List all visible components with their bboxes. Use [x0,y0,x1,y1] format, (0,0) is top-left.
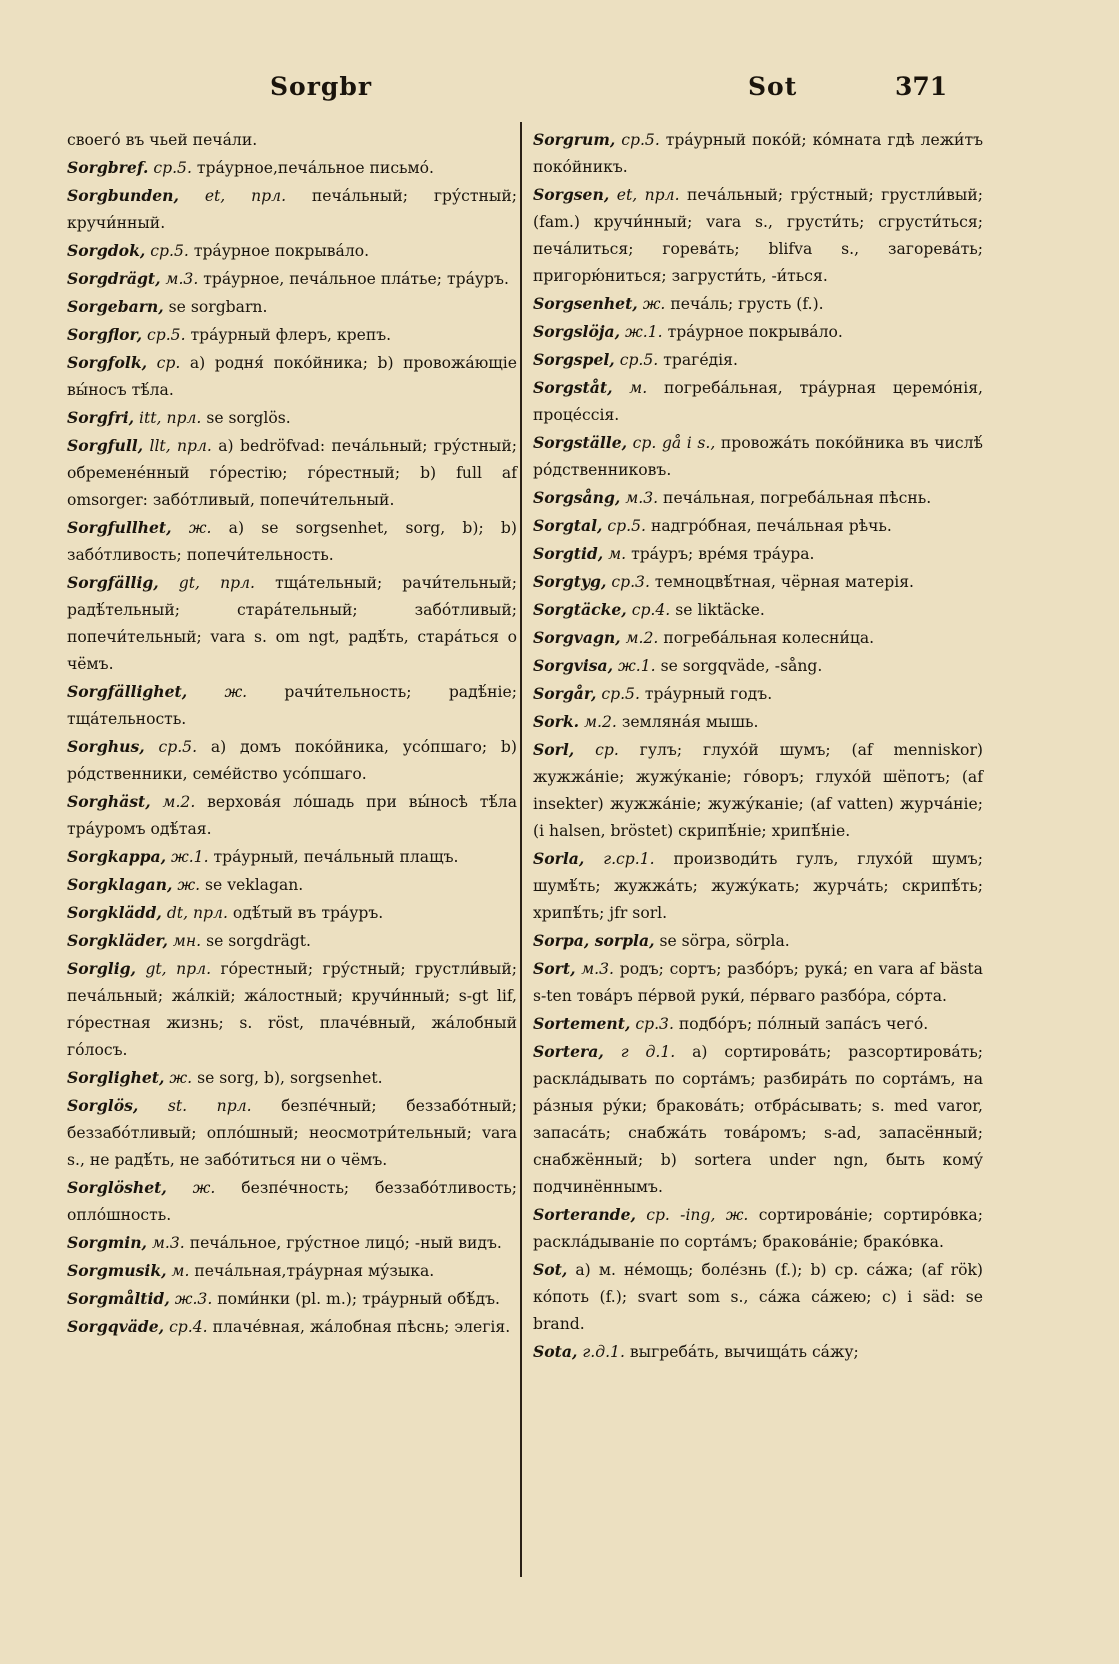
entry-grammar: м. [171,1262,190,1280]
entry-definition: a) домъ поко́йника, усо́пшаго; b) ро́дственники, семе́йство усо́пшаго. [67,738,517,783]
entry-grammar: ср. gå i s., [632,434,716,452]
entry-headword: Sorl, [533,740,575,759]
entry-definition: земляна́я мышь. [621,713,759,731]
dictionary-entry [533,290,983,318]
dictionary-entry [67,955,517,1064]
entry-headword: Sortera, [533,1042,604,1061]
entry-grammar: et, прл. [616,186,680,204]
dictionary-entry [67,1064,517,1092]
dictionary-entry [533,1038,983,1201]
entry-grammar: м.3. [165,270,199,288]
entry-grammar: г.ср.1. [603,850,655,868]
dictionary-entry [533,540,983,568]
entry-headword: Sorgtyg, [533,572,607,591]
page-number: 371 [895,72,948,101]
entry-grammar: м.3. [151,1234,185,1252]
entry-definition: тра́урный годъ. [644,685,773,703]
entry-definition: провожа́ть поко́йника въ числѣ́ ро́дственниковъ. [533,434,983,479]
entry-grammar: itt, прл. [139,409,202,427]
entry-headword: Sorgår, [533,684,597,703]
dictionary-entry [533,652,983,680]
entry-definition: верхова́я ло́шадь при вы́носѣ тѣ́ла тра́уромъ одѣ́тая. [67,793,517,838]
dictionary-entry [533,708,983,736]
dictionary-entry [67,1092,517,1174]
entry-grammar: мн. [172,932,202,950]
entry-definition: выгреба́ть, вычища́ть са́жу; [629,1343,859,1361]
dictionary-entry [533,624,983,652]
entry-grammar: st. прл. [167,1097,252,1115]
entry-headword: Sorgmusik, [67,1261,167,1280]
entry-definition: печа́льный; гру́стный; грустли́вый; (fam.) кручи́нный; vara s., грусти́ть; сгрусти́ться; печа́литься; горева́ть; blifva s., загорева́ть; пригорю́ниться; загрусти́ть, -и́ться. [533,186,983,285]
entry-headword: Sot, [533,1260,568,1279]
entry-grammar: ср.5. [147,326,186,344]
dictionary-entry [533,126,983,181]
dictionary-entry [533,484,983,512]
entry-headword: Sorgfolk, [67,353,148,372]
entry-headword: Sorglig, [67,959,136,978]
entry-grammar: ср. [595,741,619,759]
entry-grammar: ср.5. [619,351,659,369]
entry-grammar: llt, прл. [149,437,212,455]
dictionary-entry [67,1174,517,1229]
dictionary-entry [67,871,517,899]
entry-definition: го́рестный; гру́стный; грустли́вый; печа́льный; жа́лкій; жа́лостный; кручи́нный; s-gt lif, го́рестная жизнь; s. röst, плаче́вный, жа́лобный го́лосъ. [67,960,517,1059]
entry-headword: Sorghäst, [67,792,151,811]
dictionary-entry [533,927,983,955]
dictionary-entry [533,1256,983,1338]
entry-grammar: ср. [156,354,181,372]
entry-grammar: dt, прл. [166,904,228,922]
dictionary-entry [67,154,517,182]
entry-definition: a) se sorgsenhet, sorg, b); b) забо́тливость; попечи́тельность. [67,519,517,564]
dictionary-entry [533,1338,983,1366]
entry-definition: тра́урное покрыва́ло. [667,323,843,341]
dictionary-entry [533,512,983,540]
entry-definition: погреба́льная колесни́ца. [663,629,875,647]
entry-definition: сортирова́ніе; сортиро́вка; раскла́дываніе по сорта́мъ; бракова́ніе; брако́вка. [533,1206,983,1251]
entry-definition: печа́льный; гру́стный; кручи́нный. [67,187,517,232]
entry-grammar: м.3. [625,489,659,507]
entry-grammar: м. [608,545,627,563]
entry-definition: se sorg, b), sorgsenhet. [197,1069,383,1087]
entry-grammar: ж. [224,683,248,701]
dictionary-entry [67,321,517,349]
entry-grammar: ср.5. [621,131,660,149]
entry-grammar: ср.4. [631,601,671,619]
entry-grammar: ср.5. [150,242,189,260]
entry-grammar: ж. [642,295,666,313]
entry-headword: Sorgkläder, [67,931,168,950]
entry-headword: Sorgställe, [533,433,628,452]
entry-grammar: м.2. [625,629,659,647]
entry-headword: Sorgkappa, [67,847,167,866]
dictionary-entry [67,1257,517,1285]
dictionary-entry [67,265,517,293]
entry-headword: Sorgqväde, [67,1317,165,1336]
entry-definition: родъ; сортъ; разбо́ръ; рука́; en vara af bästa s-ten това́ръ пе́рвой руки́, пе́рваго разбо́ра, со́рта. [533,960,983,1005]
dictionary-entry [533,374,983,429]
entry-definition: se veklagan. [205,876,304,894]
entry-headword: Sorgtal, [533,516,603,535]
dictionary-entry [67,514,517,569]
entry-headword: Sorgtäcke, [533,600,627,619]
entry-grammar: ж. [188,519,212,537]
dictionary-entry [67,432,517,514]
left-column [67,126,517,1341]
entry-headword: Sorgfällighet, [67,682,188,701]
entry-headword: Sorgfull, [67,436,144,455]
entry-definition: печа́льная, погреба́льная пѣснь. [663,489,932,507]
dictionary-entry [67,678,517,733]
entry-headword: Sorgklädd, [67,903,162,922]
entry-grammar: ср. -ing, ж. [646,1206,749,1224]
entry-headword: Sorgtid, [533,544,604,563]
entry-grammar: м. [629,379,648,397]
dictionary-entry [67,1229,517,1257]
entry-headword: Sorgfri, [67,408,135,427]
entry-definition: se sorgbarn. [168,298,268,316]
entry-definition: se sorgdrägt. [206,932,312,950]
dictionary-entry [67,182,517,237]
entry-grammar: et, прл. [204,187,287,205]
entry-headword: Sorgrum, [533,130,616,149]
entry-headword: Sorgflor, [67,325,143,344]
column-divider [520,122,522,1577]
entry-grammar: ж.1. [618,657,656,675]
dictionary-entry [533,318,983,346]
dictionary-entry [67,927,517,955]
entry-definition: гулъ; глухо́й шумъ; (af menniskor) жужжа́ніе; жужу́каніе; го́воръ; глухо́й шёпотъ; (af insekter) жужжа́ніе; жужу́каніе; (af vatten) журча́ніе; (i halsen, bröstet) скрипѣ́ніе; хрипѣ́ніе. [533,741,983,840]
entry-definition: рачи́тельность; радѣ́ніе; тща́тельность. [67,683,517,728]
dictionary-entry [67,733,517,788]
dictionary-entry [533,680,983,708]
entry-headword: Sorgfällig, [67,573,159,592]
entry-headword: Sortement, [533,1014,631,1033]
entry-definition: печа́льная,тра́урная му́зыка. [194,1262,435,1280]
entry-headword: Sorgvagn, [533,628,621,647]
entry-definition: печа́ль; грусть (f.). [670,295,824,313]
entry-definition: a) родня́ поко́йника; b) провожа́ющіе вы́носъ тѣ́ла. [67,354,517,399]
entry-definition: тра́урное,печа́льное письмо́. [196,159,435,177]
entry-definition: se sorgqväde, -sång. [660,657,823,675]
dictionary-entry [67,788,517,843]
entry-headword: Sorgsen, [533,185,610,204]
dictionary-entry [533,736,983,845]
dictionary-entry [533,845,983,927]
entry-headword: Sorglighet, [67,1068,165,1087]
entry-definition: тра́уръ; вре́мя тра́ура. [631,545,815,563]
entry-grammar: м.2. [584,713,617,731]
entry-headword: Sorgsång, [533,488,621,507]
entry-grammar: ж.1. [625,323,663,341]
entry-definition: тра́урный, печа́льный плащъ. [213,848,459,866]
entry-definition: одѣ́тый въ тра́уръ. [232,904,384,922]
entry-headword: Sorgsenhet, [533,294,638,313]
entry-definition: тра́урное, печа́льное пла́тье; тра́уръ. [203,270,509,288]
entry-grammar: gt, прл. [178,574,255,592]
entry-headword: Sorla, [533,849,585,868]
entry-grammar: ср.5. [601,685,640,703]
entry-definition: безпе́чность; беззабо́тливость; опло́шность. [67,1179,517,1224]
dictionary-entry [533,181,983,290]
entry-definition: a) м. не́мощь; боле́знь (f.); b) ср. са́жа; (af rök) ко́поть (f.); svart som s., са́жа са́жею; c) i säd: se brand. [533,1261,983,1333]
entry-definition: тра́урный поко́й; ко́мната гдѣ лежи́тъ поко́йникъ. [533,131,983,176]
entry-definition: se sorglös. [206,409,291,427]
dictionary-entry [533,955,983,1010]
entry-definition: поми́нки (pl. m.); тра́урный обѣ́дъ. [217,1290,500,1308]
entry-definition: тща́тельный; рачи́тельный; радѣ́тельный; стара́тельный; забо́тливый; попечи́тельный; vara s. om ngt, радѣ́ть, стара́ться о чёмъ. [67,574,517,673]
dictionary-entry [533,1201,983,1256]
entry-definition: безпе́чный; беззабо́тный; беззабо́тливый; опло́шный; неосмотри́тельный; vara s., не радѣ́ть, не забо́титься ни о чёмъ. [67,1097,517,1169]
entry-headword: Sork. [533,712,580,731]
entry-headword: Sorgmin, [67,1233,147,1252]
dictionary-entry [67,404,517,432]
dictionary-entry [533,1010,983,1038]
entry-headword: Sorterande, [533,1205,636,1224]
entry-definition: своего́ въ чьей печа́ли. [67,131,258,149]
entry-grammar: ср.3. [635,1015,674,1033]
header-right-guideword: Sot [748,72,798,101]
entry-definition: подбо́ръ; по́лный запа́съ чего́. [678,1015,929,1033]
entry-grammar: г.д.1. [582,1343,625,1361]
entry-definition: печа́льное, гру́стное лицо́; -ный видъ. [189,1234,502,1252]
entry-grammar: ср.5. [607,517,646,535]
entry-grammar: ср.4. [169,1318,208,1336]
dictionary-entry [533,429,983,484]
entry-headword: Sorglöshet, [67,1178,167,1197]
entry-headword: Sorgståt, [533,378,613,397]
entry-headword: Sorgvisa, [533,656,614,675]
dictionary-entry [67,237,517,265]
entry-grammar: gt, прл. [145,960,212,978]
entry-grammar: ж.3. [174,1290,213,1308]
dictionary-entry [533,346,983,374]
entry-headword: Sorgdok, [67,241,146,260]
dictionary-entry [67,126,517,154]
entry-headword: Sorgklagan, [67,875,173,894]
entry-grammar: г д.1. [620,1043,676,1061]
entry-headword: Sorgspel, [533,350,615,369]
entry-grammar: ср.5. [158,738,198,756]
entry-definition: a) bedröfvad: печа́льный; гру́стный; обремене́нный го́рестію; го́рестный; b) full af omsorger: забо́тливый, попечи́тельный. [67,437,517,509]
entry-grammar: ср.3. [611,573,650,591]
running-header [0,72,1119,112]
dictionary-entry [67,843,517,871]
entry-headword: Sorgbunden, [67,186,179,205]
entry-definition: тра́урный флеръ, крепъ. [190,326,392,344]
entry-headword: Sorghus, [67,737,145,756]
entry-definition: тра́урное покрыва́ло. [193,242,370,260]
right-column [533,126,983,1366]
header-left-guideword: Sorgbr [270,72,373,101]
dictionary-entry [67,1313,517,1341]
entry-headword: Sorgslöja, [533,322,621,341]
entry-grammar: ж.1. [171,848,209,866]
entry-headword: Sorpa, sorpla, [533,931,655,950]
entry-definition: a) сортирова́ть; разсортирова́ть; раскла́дывать по сорта́мъ; разбира́ть по сорта́мъ, на ра́зныя ру́ки; бракова́ть; отбра́сывать; s. med varor, запаса́ть; снабжа́ть това́ромъ; s-ad, запасённый; снабжённый; b) sortera under ngn, быть кому́ подчинённымъ. [533,1043,983,1196]
entry-headword: Sorgmåltid, [67,1289,170,1308]
entry-headword: Sota, [533,1342,578,1361]
entry-grammar: м.2. [162,793,196,811]
entry-headword: Sorgfullhet, [67,518,172,537]
entry-headword: Sorgebarn, [67,297,164,316]
entry-headword: Sorgdrägt, [67,269,161,288]
dictionary-entry [67,1285,517,1313]
entry-grammar: ср.5. [153,159,192,177]
dictionary-entry [67,293,517,321]
entry-grammar: м.3. [581,960,614,978]
entry-headword: Sort, [533,959,576,978]
entry-grammar: ж. [192,1179,216,1197]
entry-grammar: ж. [169,1069,193,1087]
entry-definition: траге́дія. [663,351,738,369]
entry-headword: Sorgbref. [67,158,149,177]
entry-definition: se sörpa, sörpla. [659,932,790,950]
dictionary-entry [67,349,517,404]
entry-definition: se liktäcke. [675,601,765,619]
dictionary-entry [533,568,983,596]
entry-headword: Sorglös, [67,1096,139,1115]
dictionary-entry [67,569,517,678]
entry-definition: плаче́вная, жа́лобная пѣснь; элегія. [212,1318,511,1336]
entry-definition: погреба́льная, тра́урная церемо́нія, проце́ссія. [533,379,983,424]
entry-definition: темноцвѣ́тная, чёрная матерія. [654,573,914,591]
dictionary-entry [533,596,983,624]
entry-definition: надгро́бная, печа́льная рѣчь. [650,517,892,535]
entry-grammar: ж. [177,876,201,894]
dictionary-entry [67,899,517,927]
entry-definition: производи́ть гулъ, глухо́й шумъ; шумѣ́ть; жужжа́ть; жужу́кать; журча́ть; скрипѣ́ть; хрипѣ́ть; jfr sorl. [533,850,983,922]
